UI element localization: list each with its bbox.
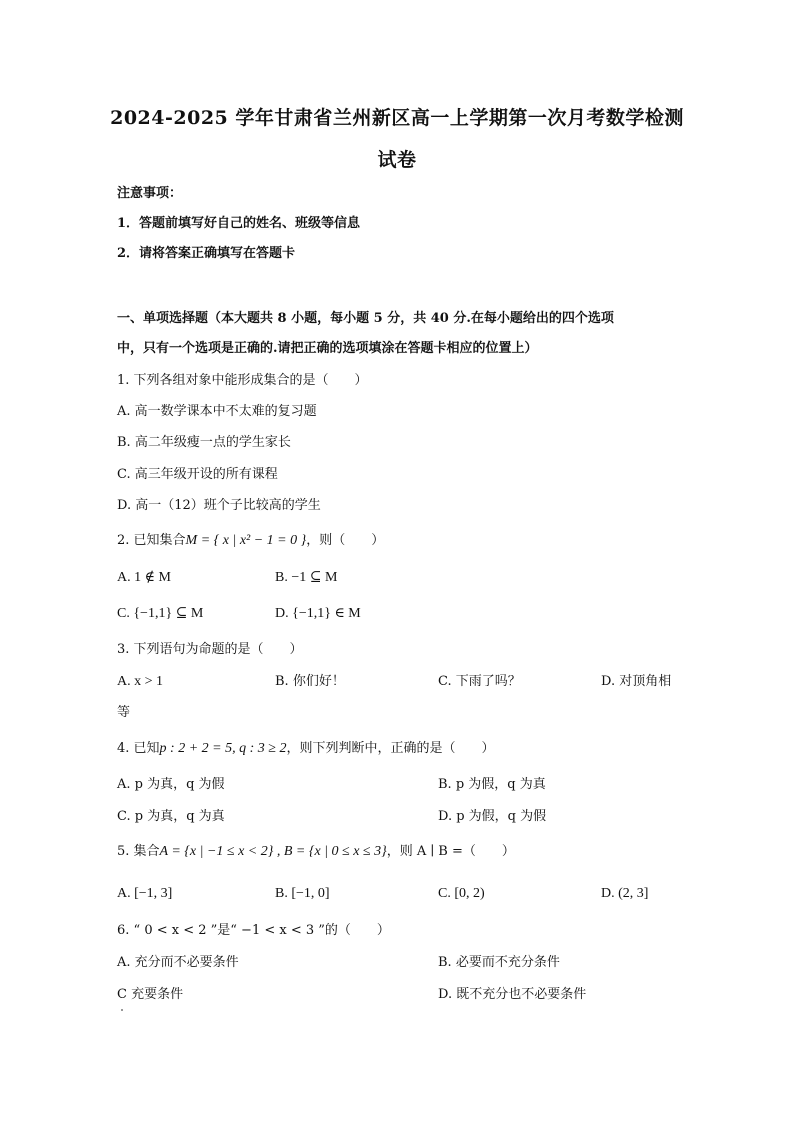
notice-item-2: 2．请将答案正确填写在答题卡: [117, 246, 296, 261]
question-4-option-d: D. p 为假，q 为假: [438, 809, 547, 824]
question-4-option-a: A. p 为真，q 为假: [117, 777, 225, 792]
question-1-option-d: D. 高一（12）班个子比较高的学生: [117, 498, 321, 513]
question-4-stem-suffix: ，则下列判断中，正确的是（ ）: [286, 741, 495, 756]
question-6-option-a: A. 充分而不必要条件: [117, 955, 239, 970]
question-3-option-d: D. 对顶角相: [601, 674, 672, 689]
question-3-option-a: A. x > 1: [117, 674, 164, 689]
question-2-option-a: A. 1 ∉ M: [117, 570, 171, 585]
question-5-option-b: B. [−1, 0]: [275, 886, 330, 901]
exam-title-line-1: 2024-2025 学年甘肃省兰州新区高一上学期第一次月考数学检测: [110, 107, 684, 129]
question-5-stem-suffix: ，则 A ∣ B =（ ）: [386, 844, 515, 859]
question-2-stem-math: M = { x | x² − 1 = 0 }: [185, 533, 307, 548]
scan-artifact-dot: [121, 1009, 123, 1011]
question-4-stem-prefix: 4. 已知: [117, 741, 160, 756]
question-5-option-c: C. [0, 2): [438, 886, 485, 901]
question-1-option-c: C. 高三年级开设的所有课程: [117, 467, 278, 482]
question-6-option-d: D. 既不充分也不必要条件: [438, 987, 587, 1002]
exam-title-line-2: 试卷: [377, 149, 417, 171]
question-5-stem-prefix: 5. 集合: [117, 844, 160, 859]
question-4-stem: [117, 740, 494, 758]
question-3-option-b: B. 你们好！: [275, 674, 345, 689]
notice-heading: 注意事项：: [117, 186, 183, 201]
question-3-option-c: C. 下雨了吗？: [438, 674, 521, 689]
question-1-option-b: B. 高二年级瘦一点的学生家长: [117, 435, 291, 450]
question-5-stem: [117, 843, 515, 861]
question-5-option-d: D. (2, 3]: [601, 886, 649, 901]
question-6-option-b: B. 必要而不充分条件: [438, 955, 560, 970]
question-1-stem: 1. 下列各组对象中能形成集合的是（ ）: [117, 373, 368, 388]
question-4-stem-math: p : 2 + 2 = 5, q : 3 ≥ 2: [159, 741, 287, 756]
question-3-stem: 3. 下列语句为命题的是（ ）: [117, 642, 303, 657]
question-4-option-c: C. p 为真，q 为真: [117, 809, 225, 824]
question-3-option-d-wrap: 等: [117, 705, 131, 720]
question-5-stem-math: A = {x | −1 ≤ x < 2} , B = {x | 0 ≤ x ≤ 3}: [159, 844, 387, 859]
question-2-stem: [117, 532, 384, 550]
question-2-stem-suffix: ，则（ ）: [306, 533, 385, 548]
question-2-option-d: D. {−1,1} ∈ M: [275, 606, 361, 621]
section-1-heading-line-1: 一、单项选择题（本大题共 8 小题，每小题 5 分，共 40 分.在每小题给出的四个选项: [117, 311, 614, 326]
question-4-option-b: B. p 为假，q 为真: [438, 777, 546, 792]
question-6-stem: 6. “ 0 < x < 2 ”是“ −1 < x < 3 ”的（ ）: [117, 923, 390, 938]
question-2-option-c: C. {−1,1} ⊆ M: [117, 606, 204, 621]
question-6-option-c: C 充要条件: [117, 987, 184, 1002]
question-5-option-a: A. [−1, 3]: [117, 886, 173, 901]
question-1-option-a: A. 高一数学课本中不太难的复习题: [117, 404, 317, 419]
question-2-option-b: B. −1 ⊆ M: [275, 570, 338, 585]
section-1-heading-line-2: 中，只有一个选项是正确的.请把正确的选项填涂在答题卡相应的位置上）: [117, 341, 538, 356]
notice-item-1: 1．答题前填写好自己的姓名、班级等信息: [117, 216, 361, 231]
question-2-stem-prefix: 2. 已知集合: [117, 533, 186, 548]
